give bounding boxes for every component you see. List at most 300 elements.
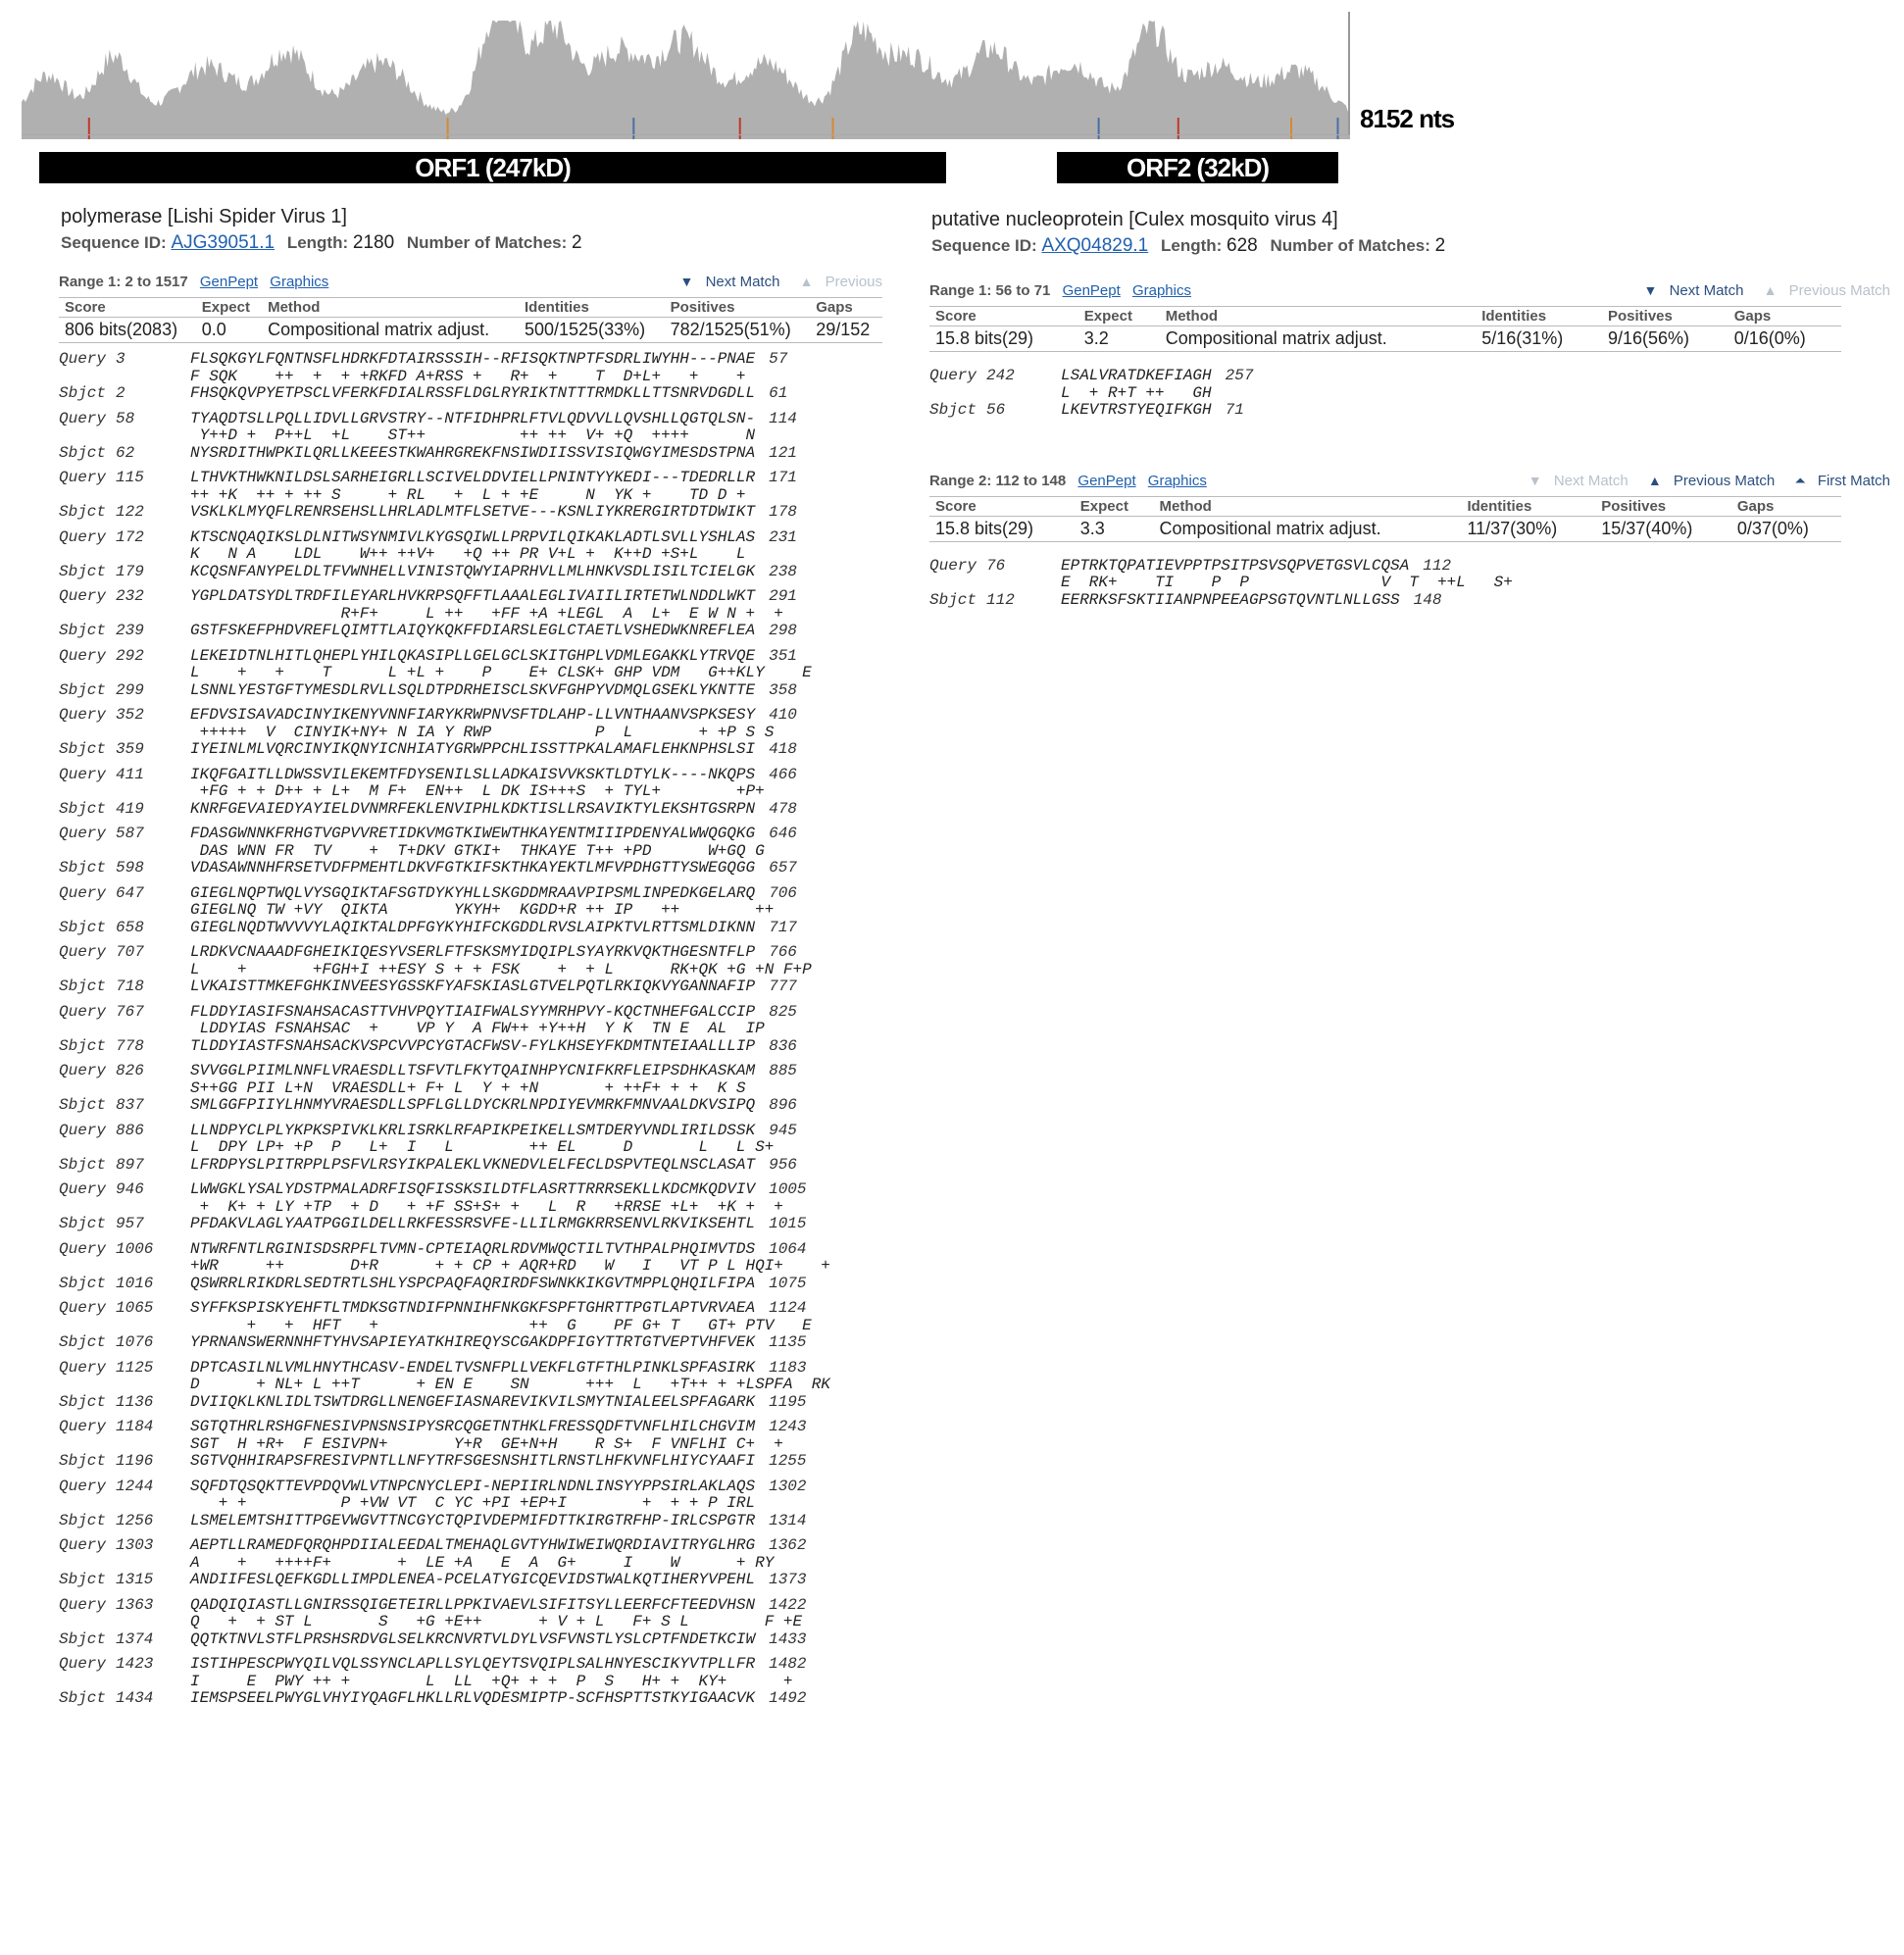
stats-value: 5/16(31%) xyxy=(1476,326,1602,352)
query-line xyxy=(59,411,882,428)
subject-start: 1016 xyxy=(116,1274,154,1292)
subject-line xyxy=(59,1038,882,1056)
subject-label: Sbjct xyxy=(59,1452,107,1470)
stats-value: 0.0 xyxy=(196,318,262,343)
query-start: 946 xyxy=(116,1180,144,1198)
alignment-block xyxy=(59,351,882,403)
subject-label: Sbjct xyxy=(59,503,107,521)
subject-label: Sbjct xyxy=(59,1215,107,1232)
graphics-link[interactable]: Graphics xyxy=(1147,472,1207,489)
query-sequence: FDASGWNNKFRHGTVGPVVRETIDKVMGTKIWEWTHKAYENTMIIIPDENYALWWQGQKG xyxy=(190,825,756,842)
subject-start: 1136 xyxy=(116,1392,154,1411)
stats-value-row xyxy=(929,326,1841,352)
range-title: Range 2: 112 to 148 xyxy=(929,472,1067,489)
stats-header-row xyxy=(929,307,1841,326)
subject-line xyxy=(59,1334,882,1352)
subject-label: Sbjct xyxy=(59,1392,107,1411)
match-line xyxy=(59,546,882,564)
match-sequence: F SQK ++ + + +RKFD A+RSS + R+ + T D+L+ + + xyxy=(190,367,746,385)
subject-end: 896 xyxy=(769,1096,797,1114)
stats-header: Score xyxy=(59,298,196,318)
stats-value: Compositional matrix adjust. xyxy=(262,318,519,343)
stats-header: Score xyxy=(929,496,1075,516)
query-line xyxy=(59,1537,882,1555)
match-line xyxy=(59,1139,882,1157)
match-sequence: D + NL+ L ++T + EN E SN +++ L +T++ + +LSPFA RK xyxy=(190,1376,830,1393)
subject-start: 56 xyxy=(986,401,1006,419)
query-start: 767 xyxy=(116,1002,144,1021)
query-line xyxy=(59,470,882,487)
stats-value: 3.3 xyxy=(1075,516,1154,541)
subject-end: 298 xyxy=(769,622,797,639)
subject-line xyxy=(929,592,1890,610)
subject-end: 956 xyxy=(769,1155,797,1174)
match-sequence: E RK+ TI P P V T ++L S+ xyxy=(1061,574,1513,591)
alignment-block xyxy=(59,1597,882,1649)
next-match-button[interactable]: ▼ Next Match xyxy=(1528,472,1628,489)
query-start: 242 xyxy=(986,367,1015,384)
stats-value: Compositional matrix adjust. xyxy=(1160,326,1477,352)
alignment-block xyxy=(59,1537,882,1589)
query-line xyxy=(59,351,882,369)
query-start: 411 xyxy=(116,765,144,783)
query-sequence: AEPTLLRAMEDFQRQHPDIIALEEDALTMEHAQLGVTYHWIWEIWQRDIAVITRYGLHRG xyxy=(190,1536,756,1554)
alignment-block xyxy=(59,470,882,522)
match-line xyxy=(59,843,882,861)
first-match-button[interactable]: ⏶ First Match xyxy=(1794,472,1890,489)
subject-label: Sbjct xyxy=(59,1333,107,1351)
match-line xyxy=(59,487,882,505)
query-end: 766 xyxy=(769,943,797,961)
subject-sequence: KCQSNFANYPELDLTFVWNHELLVINISTQWYIAPRHVLLMLHNKVSDLISILTCIELGK xyxy=(190,562,756,580)
query-end: 231 xyxy=(769,527,797,546)
match-line xyxy=(59,962,882,979)
genpept-link[interactable]: GenPept xyxy=(1062,282,1121,299)
alignment-block xyxy=(59,885,882,937)
hit-title: polymerase [Lishi Spider Virus 1] xyxy=(61,206,347,227)
triangle-up-icon: ▲ xyxy=(1763,282,1778,298)
triangle-down-icon: ▼ xyxy=(1528,472,1542,488)
query-end: 114 xyxy=(769,409,797,427)
query-line xyxy=(59,1241,882,1259)
query-end: 112 xyxy=(1423,556,1452,575)
subject-label: Sbjct xyxy=(59,1629,107,1648)
previous-match-button[interactable]: ▲ Previous Match xyxy=(1763,282,1890,299)
query-line xyxy=(59,1063,882,1080)
subject-label: Sbjct xyxy=(59,1274,107,1292)
subject-label: Sbjct xyxy=(59,1689,107,1707)
query-label: Query xyxy=(59,469,107,486)
subject-label: Sbjct xyxy=(59,680,107,699)
subject-end: 238 xyxy=(769,562,797,580)
subject-label: Sbjct xyxy=(59,918,107,936)
subject-line xyxy=(59,1216,882,1233)
graphics-link[interactable]: Graphics xyxy=(1131,282,1191,299)
subject-line xyxy=(59,1690,882,1708)
alignment-block xyxy=(59,826,882,877)
subject-line xyxy=(59,860,882,877)
query-line xyxy=(59,944,882,962)
match-sequence: GIEGLNQ TW +VY QIKTA YKYH+ KGDD+R ++ IP ++ ++ xyxy=(190,901,775,919)
match-line xyxy=(59,606,882,624)
alignment-block xyxy=(59,411,882,463)
next-match-button[interactable]: ▼ Next Match xyxy=(1643,282,1744,299)
query-sequence: LSALVRATDKEFIAGH xyxy=(1061,367,1212,384)
alignment-block xyxy=(59,588,882,640)
query-sequence: NTWRFNTLRGINISDSRPFLTVMN-CPTEIAQRLRDVMWQCTILTVTHPALPHQIMVTDS xyxy=(190,1239,756,1258)
subject-label: Sbjct xyxy=(59,1096,107,1114)
match-line xyxy=(59,1614,882,1631)
query-start: 707 xyxy=(116,943,144,961)
match-sequence: I E PWY ++ + L LL +Q+ + + P S H+ + KY+ + xyxy=(190,1672,793,1690)
subject-line xyxy=(929,402,1890,420)
subject-sequence: VSKLKLMYQFLRENRSEHSLLHRLADLMTFLSETVE---KSNLIYKRERGIRTDTDWIKT xyxy=(190,503,756,521)
query-start: 1363 xyxy=(116,1595,154,1614)
subject-line xyxy=(59,682,882,700)
stats-value: 0/37(0%) xyxy=(1731,516,1841,541)
stats-header: Gaps xyxy=(810,298,882,318)
query-line xyxy=(59,1479,882,1496)
subject-sequence: GIEGLNQDTWVVVYLAQIKTALDPFGYKYHIFCKGDDLRVSLAIPKTVLRTTSMLDIKNN xyxy=(190,918,756,936)
query-label: Query xyxy=(59,646,107,665)
match-sequence: Y++D + P++L +L ST++ ++ ++ V+ +Q ++++ N xyxy=(190,426,756,444)
query-line xyxy=(59,767,882,784)
seq-id-link[interactable]: AJG39051.1 xyxy=(171,232,276,253)
subject-start: 419 xyxy=(116,799,144,818)
query-start: 1244 xyxy=(116,1477,154,1495)
stats-header: Positives xyxy=(1595,496,1731,516)
subject-start: 112 xyxy=(986,590,1015,609)
stats-header: Method xyxy=(262,298,519,318)
query-line xyxy=(59,588,882,606)
stats-header: Expect xyxy=(1075,496,1154,516)
query-sequence: DPTCASILNLVMLHNYTHCASV-ENDELTVSNFPLLVEKFLGTFTHLPINKLSPFASIRK xyxy=(190,1358,756,1377)
length-value: 2180 xyxy=(352,232,395,253)
subject-end: 1075 xyxy=(769,1274,807,1292)
query-line xyxy=(929,558,1890,576)
subject-sequence: IEMSPSEELPWYGLVHYIYQAGFLHKLLRLVQDESMIPTP-SCFHSPTTSTKYIGAACVK xyxy=(190,1689,756,1707)
stats-header: Positives xyxy=(1602,307,1729,326)
subject-end: 777 xyxy=(769,978,797,995)
match-sequence: K N A LDL W++ ++V+ +Q ++ PR V+L + K++D +S+L L xyxy=(190,545,746,563)
seq-id-link[interactable]: AXQ04829.1 xyxy=(1041,235,1149,256)
match-sequence: SGT H +R+ F ESIVPN+ Y+R GE+N+H R S+ F VNFLHI C+ + xyxy=(190,1434,783,1453)
stats-value: 0/16(0%) xyxy=(1729,326,1841,352)
query-sequence: QADQIQIASTLLGNIRSSQIGETEIRLLPPKIVAEVLSIFITSYLLEERFCFTEEDVHSN xyxy=(190,1595,756,1614)
alignment-block xyxy=(59,529,882,581)
match-sequence: + + P +VW VT C YC +PI +EP+I + + + P IRL xyxy=(190,1494,756,1512)
subject-end: 358 xyxy=(769,680,797,699)
query-end: 466 xyxy=(769,765,797,783)
subject-sequence: TLDDYIASTFSNAHSACKVSPCVVPCYGTACFWSV-FYLKHSEYFKDMTNTEIAALLLIP xyxy=(190,1036,756,1055)
query-start: 587 xyxy=(116,825,144,842)
query-end: 706 xyxy=(769,883,797,902)
query-start: 647 xyxy=(116,883,144,902)
alignment-block xyxy=(929,558,1890,610)
query-sequence: SVVGGLPIIMLNNFLVRAESDLLTSFVTLFKYTQAINHPYCNIFKRFLEIPSDHKASKAM xyxy=(190,1062,756,1079)
stats-value: 500/1525(33%) xyxy=(519,318,665,343)
subject-label: Sbjct xyxy=(59,443,107,462)
subject-end: 1373 xyxy=(769,1571,807,1588)
match-line xyxy=(59,369,882,386)
length-label: Length: xyxy=(286,233,349,252)
subject-start: 299 xyxy=(116,680,144,699)
genpept-link[interactable]: GenPept xyxy=(1077,472,1136,489)
query-start: 1065 xyxy=(116,1299,154,1317)
query-end: 1124 xyxy=(769,1299,807,1317)
range-title: Range 1: 2 to 1517 xyxy=(59,274,188,290)
match-line xyxy=(59,1495,882,1513)
query-start: 58 xyxy=(116,409,135,427)
orf2-blast-hit xyxy=(929,209,1890,609)
stats-header: Expect xyxy=(1078,307,1160,326)
subject-sequence: PFDAKVLAGLYAATPGGILDELLRKFESSRSVFE-LLILRMGKRRSENVLRKVIKSEHTL xyxy=(190,1215,756,1232)
query-label: Query xyxy=(59,1180,107,1198)
query-label: Query xyxy=(59,1121,107,1139)
stats-header: Method xyxy=(1153,496,1461,516)
subject-sequence: LSNNLYESTGFTYMESDLRVLLSQLDTPDRHEISCLSKVFGHPYVDMQLGSEKLYKNTTE xyxy=(190,680,756,699)
match-line xyxy=(59,427,882,445)
subject-label: Sbjct xyxy=(59,384,107,402)
subject-start: 62 xyxy=(116,443,135,462)
match-sequence: Q + + ST L S +G +E++ + V + L F+ S L F +E xyxy=(190,1613,803,1630)
subject-sequence: EERRKSFSKTIIANPNPEEAGPSGTQVNTLNLLGSS xyxy=(1061,590,1400,609)
query-start: 115 xyxy=(116,469,144,486)
query-label: Query xyxy=(59,1655,107,1673)
query-line xyxy=(59,1123,882,1140)
match-sequence: + K+ + LY +TP + D + +F SS+S+ + L R +RRSE +L+ +K + + xyxy=(190,1197,783,1216)
matches-label: Number of Matches: xyxy=(1270,236,1430,255)
subject-sequence: SGTVQHHIRAPSFRESIVPNTLLNFYTRFSGESNSHITLRNSTLHFKVNFLHIYCYAAFI xyxy=(190,1452,756,1470)
query-end: 885 xyxy=(769,1062,797,1079)
query-start: 1423 xyxy=(116,1655,154,1673)
subject-label: Sbjct xyxy=(59,1511,107,1529)
subject-label: Sbjct xyxy=(59,1571,107,1588)
subject-line xyxy=(59,504,882,522)
alignment-block xyxy=(59,1004,882,1056)
query-start: 232 xyxy=(116,587,144,605)
query-line xyxy=(59,1656,882,1674)
match-sequence: +++++ V CINYIK+NY+ N IA Y RWP P L + +P S S xyxy=(190,723,775,741)
query-sequence: KTSCNQAQIKSLDLNITWSYNMIVLKYGSQIWLLPRPVILQIKAKLADTLSVLLYSHLAS xyxy=(190,527,756,546)
triangle-up-icon: ▲ xyxy=(799,274,814,289)
matches-label: Number of Matches: xyxy=(406,233,568,252)
query-label: Query xyxy=(929,556,977,575)
match-line xyxy=(59,665,882,682)
subject-end: 178 xyxy=(769,503,797,521)
subject-line xyxy=(59,1157,882,1175)
query-label: Query xyxy=(59,1299,107,1317)
subject-sequence: DVIIQKLKNLIDLTSWTDRGLLNENGEFIASNAREVIKVILSMYTNIALEELSPFAGARK xyxy=(190,1392,756,1411)
stats-value: 11/37(30%) xyxy=(1461,516,1595,541)
previous-match-button[interactable]: ▲ Previous xyxy=(799,274,882,290)
stats-header: Identities xyxy=(1461,496,1595,516)
subject-line xyxy=(59,978,882,996)
query-end: 1362 xyxy=(769,1536,807,1554)
query-sequence: TYAQDTSLLPQLLIDVLLGRVSTRY--NTFIDHPRLFTVLQDVVLLQVSHLLQGTQLSN- xyxy=(190,409,756,427)
subject-label: Sbjct xyxy=(59,799,107,818)
subject-end: 121 xyxy=(769,443,797,462)
alignment-block xyxy=(59,1300,882,1352)
subject-sequence: LSMELEMTSHITTPGEVWGVTTNCGYCTQPIVDEPMIFDTTKIRGTRFHP-IRLCSPGTR xyxy=(190,1511,756,1529)
subject-sequence: FHSQKQVPYETPSCLVFERKFDIALRSSFLDGLRYRIKTNTTTRMDKLLTTSNRVDGDLL xyxy=(190,384,756,402)
query-start: 172 xyxy=(116,527,144,546)
subject-sequence: LFRDPYSLPITRPPLPSFVLRSYIKPALEKLVKNEDVLELFECLDSPVTEQLNSCLASAT xyxy=(190,1155,756,1174)
query-sequence: IKQFGAITLLDWSSVILEKEMTFDYSENILSLLADKAISVVKSKTLDTYLK----NKQPS xyxy=(190,765,756,783)
subject-label: Sbjct xyxy=(59,562,107,580)
matches-value: 2 xyxy=(572,232,582,253)
subject-sequence: LVKAISTTMKEFGHKINVEESYGSSKFYAFSKIASLGTVELPQTLRKIQKVYGANNAFIP xyxy=(190,978,756,995)
query-start: 292 xyxy=(116,646,144,665)
stats-value: 782/1525(51%) xyxy=(665,318,811,343)
subject-line xyxy=(59,1513,882,1530)
match-line xyxy=(59,725,882,742)
match-sequence: R+F+ L ++ +FF +A +LEGL A L+ E W N + + xyxy=(190,604,783,623)
subject-end: 148 xyxy=(1413,590,1442,609)
query-sequence: LRDKVCNAAADFGHEIKIQESYVSERLFTFSKSMYIDQIPLSYAYRKVQKTHGESNTFLP xyxy=(190,943,756,961)
alignment-block xyxy=(929,368,1890,420)
alignment-stats-table xyxy=(929,496,1841,542)
subject-end: 71 xyxy=(1225,401,1244,419)
query-sequence: SYFFKSPISKYEHFTLTMDKSGTNDIFPNNIHFNKGKFSPFTGHRTTPGTLAPTVRVAEA xyxy=(190,1299,756,1317)
query-label: Query xyxy=(59,1002,107,1021)
range-header xyxy=(929,473,1890,494)
query-end: 351 xyxy=(769,646,797,665)
query-sequence: YGPLDATSYDLTRDFILEYARLHVKRPSQFFTLAAALEGLIVAIILIRTETWLNDDLWKT xyxy=(190,587,756,605)
match-sequence: A + ++++F+ + LE +A E A G+ I W + RY xyxy=(190,1553,775,1572)
subject-sequence: IYEINLMLVQRCINYIKQNYICNHIATYGRWPPCHLISSTTPKALAMAFLEHKNPHSLSI xyxy=(190,740,756,758)
range-header xyxy=(59,274,882,295)
length-value: 628 xyxy=(1227,235,1258,256)
subject-start: 837 xyxy=(116,1096,144,1114)
alignment-block xyxy=(59,648,882,700)
query-sequence: SQFDTQSQKTTEVPDQVWLVTNPCNYCLEPI-NEPIIRLNDNLINSYYPPSIRLAKLAQS xyxy=(190,1477,756,1495)
query-label: Query xyxy=(59,883,107,902)
subject-line xyxy=(59,1631,882,1649)
query-sequence: EFDVSISAVADCINYIKENYVNNFIARYKRWPNVSFTDLAHP-LLVNTHAANVSPKSESY xyxy=(190,706,756,724)
alignment-block xyxy=(59,1241,882,1293)
subject-line xyxy=(59,920,882,937)
match-line xyxy=(929,575,1890,592)
subject-end: 61 xyxy=(769,384,788,402)
seq-id-label: Sequence ID: xyxy=(931,236,1037,255)
subject-end: 657 xyxy=(769,859,797,877)
query-end: 1005 xyxy=(769,1180,807,1198)
orf2-bar: ORF2 (32kD) xyxy=(1057,152,1338,183)
match-sequence: L + R+T ++ GH xyxy=(1061,383,1212,402)
range-title: Range 1: 56 to 71 xyxy=(929,282,1051,299)
subject-start: 658 xyxy=(116,918,144,936)
query-start: 886 xyxy=(116,1121,144,1139)
subject-sequence: NYSRDITHWPKILQRLLKEEESTKWAHRGREKFNSIWDIISSVISIQWGYIMESDSTPNA xyxy=(190,443,756,462)
stats-table-wrap xyxy=(59,295,882,343)
subject-start: 957 xyxy=(116,1215,144,1232)
previous-match-button[interactable]: ▲ Previous Match xyxy=(1647,472,1776,489)
match-line xyxy=(59,1674,882,1691)
alignment-block xyxy=(59,1656,882,1708)
subject-end: 1015 xyxy=(769,1215,807,1232)
subject-end: 1433 xyxy=(769,1629,807,1648)
query-line xyxy=(929,368,1890,385)
match-navigation xyxy=(665,274,882,290)
subject-end: 1492 xyxy=(769,1689,807,1707)
subject-end: 1314 xyxy=(769,1511,807,1529)
match-sequence: L + + T L +L + P E+ CLSK+ GHP VDM G++KLY E xyxy=(190,664,812,681)
subject-start: 1315 xyxy=(116,1571,154,1588)
match-line xyxy=(59,1318,882,1335)
query-line xyxy=(59,1419,882,1436)
subject-line xyxy=(59,801,882,819)
match-line xyxy=(59,1199,882,1217)
alignment xyxy=(59,351,882,1708)
subject-start: 1256 xyxy=(116,1511,154,1529)
subject-label: Sbjct xyxy=(929,401,977,419)
query-end: 825 xyxy=(769,1002,797,1021)
subject-start: 239 xyxy=(116,622,144,639)
query-line xyxy=(59,529,882,547)
query-start: 826 xyxy=(116,1062,144,1079)
query-label: Query xyxy=(59,825,107,842)
query-label: Query xyxy=(929,367,977,384)
subject-sequence: LKEVTRSTYEQIFKGH xyxy=(1061,401,1212,419)
coverage-frame xyxy=(22,12,1350,135)
match-line xyxy=(59,1555,882,1573)
query-label: Query xyxy=(59,706,107,724)
query-end: 410 xyxy=(769,706,797,724)
stats-header: Positives xyxy=(665,298,811,318)
alignment-block xyxy=(59,1479,882,1530)
stats-header: Gaps xyxy=(1731,496,1841,516)
query-line xyxy=(59,648,882,666)
alignment-block xyxy=(59,1123,882,1175)
orf1-bar: ORF1 (247kD) xyxy=(39,152,946,183)
query-end: 1243 xyxy=(769,1418,807,1435)
length-label: Length: xyxy=(1160,236,1223,255)
query-line xyxy=(59,1181,882,1199)
subject-sequence: GSTFSKEFPHDVREFLQIMTTLAIQYKQKFFDIARSLEGLCTAETLVSHEDWKNREFLEA xyxy=(190,622,756,639)
sequence-meta xyxy=(61,232,882,254)
query-end: 291 xyxy=(769,587,797,605)
triangle-down-icon: ▼ xyxy=(679,274,694,289)
stats-value: 15.8 bits(29) xyxy=(929,326,1078,352)
graphics-link[interactable]: Graphics xyxy=(270,274,329,290)
subject-line xyxy=(59,1097,882,1115)
subject-sequence: ANDIIFESLQEFKGDLLIMPDLENEA-PCELATYGICQEVIDSTWALKQTIHERYVPEHL xyxy=(190,1571,756,1588)
match-line xyxy=(59,1021,882,1038)
subject-start: 1076 xyxy=(116,1333,154,1351)
subject-line xyxy=(59,445,882,463)
query-label: Query xyxy=(59,1418,107,1435)
subject-start: 598 xyxy=(116,859,144,877)
subject-end: 1255 xyxy=(769,1452,807,1470)
subject-sequence: YPRNANSWERNNHFTYHVSAPIEYATKHIREQYSCGAKDPFIGYTTRTGTVEPTVHFVEK xyxy=(190,1333,756,1351)
query-start: 1125 xyxy=(116,1358,154,1377)
subject-label: Sbjct xyxy=(59,740,107,758)
next-match-button[interactable]: ▼ Next Match xyxy=(679,274,780,290)
genpept-link[interactable]: GenPept xyxy=(199,274,259,290)
query-end: 1064 xyxy=(769,1239,807,1258)
alignment xyxy=(929,368,1890,420)
subject-label: Sbjct xyxy=(59,978,107,995)
query-label: Query xyxy=(59,943,107,961)
orf1-blast-hit xyxy=(59,206,882,1708)
match-line xyxy=(59,783,882,801)
query-sequence: LWWGKLYSALYDSTPMALADRFISQFISSKSILDTFLASRTTRRRSEKLLKDCMKQDVIV xyxy=(190,1180,756,1198)
match-line xyxy=(59,1436,882,1454)
alignment-block xyxy=(59,1181,882,1233)
query-end: 1302 xyxy=(769,1477,807,1495)
stats-value: 15.8 bits(29) xyxy=(929,516,1075,541)
